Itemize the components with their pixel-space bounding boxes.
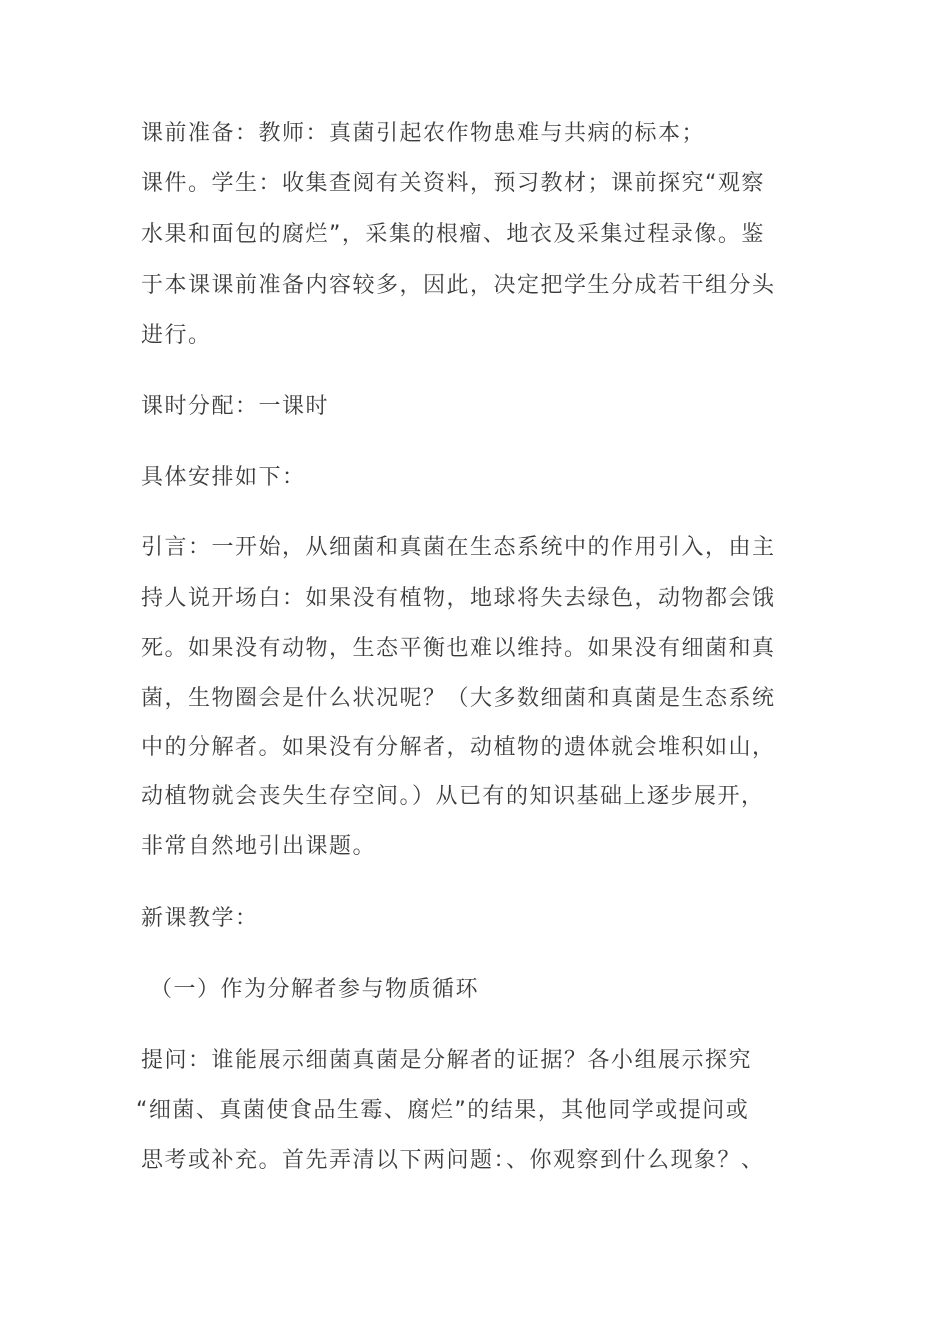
prep-students-line-2: 水果和面包的腐烂”，采集的根瘤、地衣及采集过程录像。鉴 — [141, 222, 765, 247]
section-one-title: （一）作为分解者参与物质循环 — [150, 977, 480, 1002]
intro-line-1: 引言：一开始，从细菌和真菌在生态系统中的作用引入，由主 — [141, 535, 776, 560]
question-line-2: “细菌、真菌使食品生霉、腐烂”的结果，其他同学或提问或 — [136, 1098, 750, 1123]
intro-line-5: 中的分解者。如果没有分解者，动植物的遗体就会堆积如山， — [141, 735, 776, 760]
question-line-1: 提问：谁能展示细菌真菌是分解者的证据？各小组展示探究 — [141, 1048, 753, 1073]
intro-line-3: 死。如果没有动物，生态平衡也难以维持。如果没有细菌和真 — [141, 636, 776, 661]
time-allocation: 课时分配：一课时 — [141, 394, 330, 419]
new-lesson-heading: 新课教学： — [141, 906, 259, 931]
prep-teacher-line: 课前准备：教师：真菌引起农作物患难与共病的标本； — [141, 121, 706, 146]
prep-students-line-1: 课件。学生：收集查阅有关资料，预习教材；课前探究“观察 — [141, 171, 765, 196]
intro-line-6: 动植物就会丧失生存空间。）从已有的知识基础上逐步展开， — [141, 784, 765, 809]
prep-students-line-3: 于本课课前准备内容较多，因此，决定把学生分成若干组分头 — [141, 273, 776, 298]
question-line-3: 思考或补充。首先弄清以下两问题：、你观察到什么现象？、 — [141, 1148, 765, 1173]
intro-line-2: 持人说开场白：如果没有植物，地球将失去绿色，动物都会饿 — [141, 586, 776, 611]
prep-students-line-4: 进行。 — [141, 323, 212, 348]
intro-line-7: 非常自然地引出课题。 — [141, 834, 377, 859]
intro-line-4: 菌，生物圈会是什么状况呢？（大多数细菌和真菌是生态系统 — [141, 686, 776, 711]
arrangement-heading: 具体安排如下： — [141, 465, 306, 490]
